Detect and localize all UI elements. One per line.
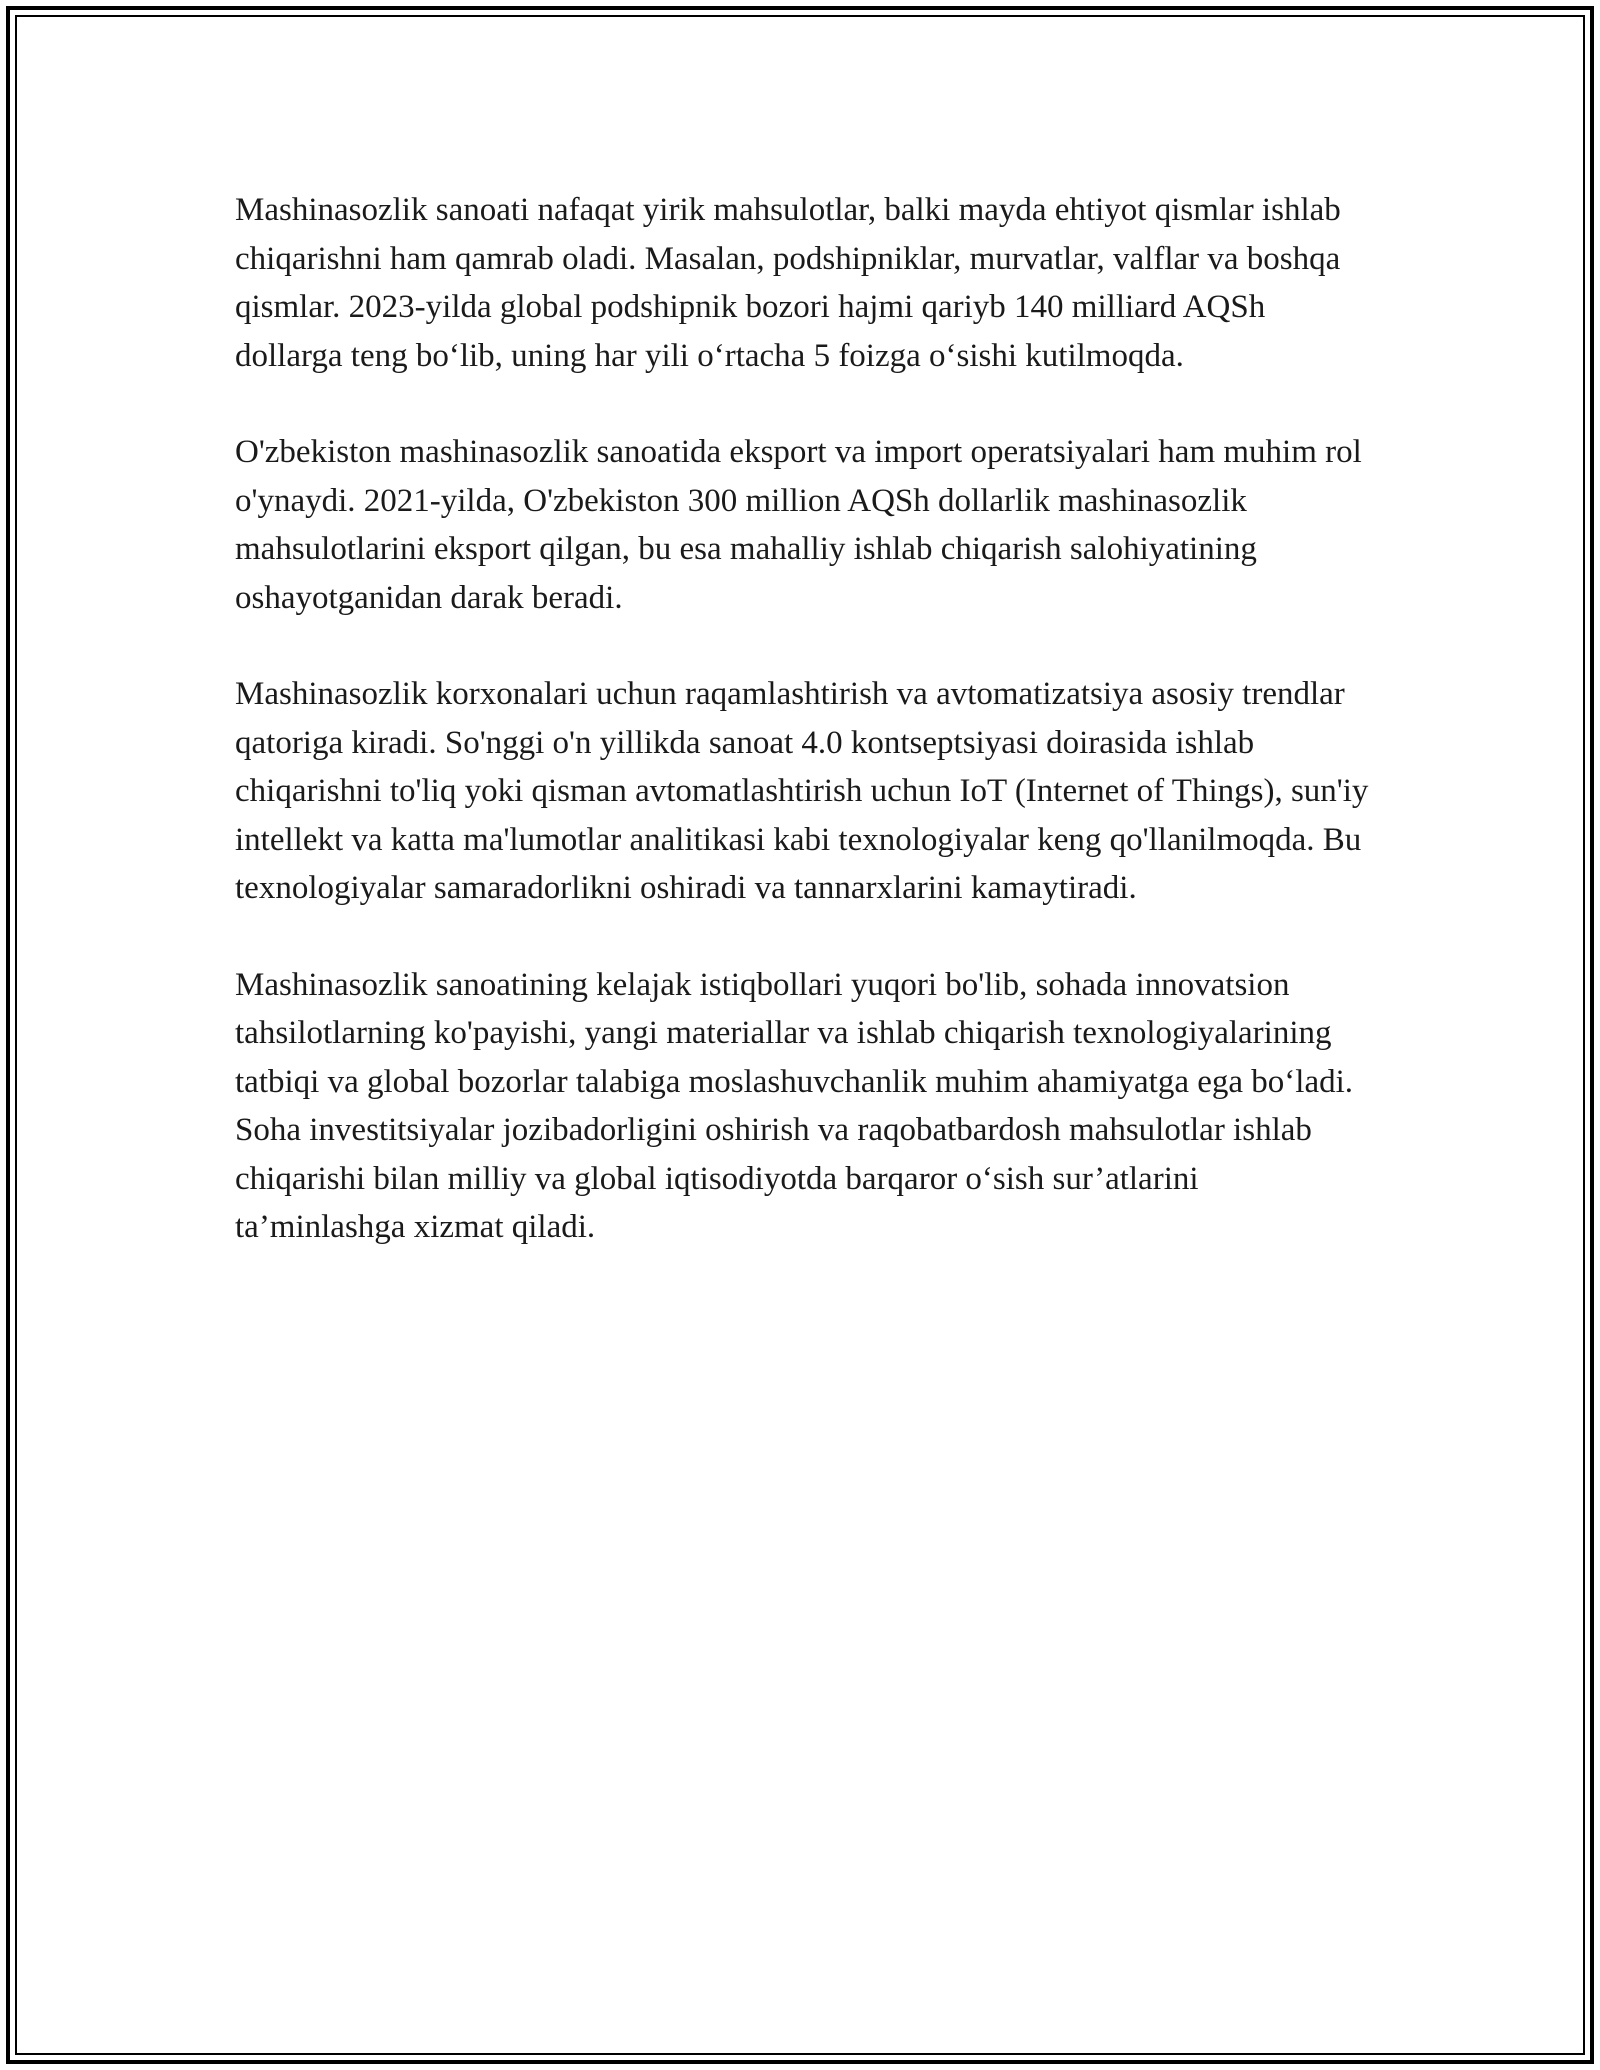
document-body <box>235 186 1375 1300</box>
paragraph-2: O'zbekiston mashinasozlik sanoatida eksport va import operatsiyalari ham muhim rol o'ynaydi. 2021-yilda, O'zbekiston 300 million AQSh dollarlik mashinasozlik mahsulotlarini eksport qilgan, bu esa mahalliy ishlab chiqarish salohiyatining oshayotganidan darak beradi. <box>235 434 1362 616</box>
paragraph-3: Mashinasozlik korxonalari uchun raqamlashtirish va avtomatizatsiya asosiy trendlar qatoriga kiradi. So'nggi o'n yillikda sanoat 4.0 kontseptsiyasi doirasida ishlab chiqarishni to'liq yoki qisman avtomatlashtirish uchun IoT (Internet of Things), sun'iy intellekt va katta ma'lumotlar analitikasi kabi texnologiyalar keng qo'llanilmoqda. Bu texnologiyalar samaradorlikni oshiradi va tannarxlarini kamaytiradi. <box>235 676 1369 906</box>
paragraph-1: Mashinasozlik sanoati nafaqat yirik mahsulotlar, balki mayda ehtiyot qismlar ishlab chiqarishni ham qamrab oladi. Masalan, podshipniklar, murvatlar, valflar va boshqa qismlar. 2023-yilda global podshipnik bozori hajmi qariyb 140 milliard AQSh dollarga teng bo‘lib, uning har yili o‘rtacha 5 foizga o‘sishi kutilmoqda. <box>235 192 1341 374</box>
paragraph-4: Mashinasozlik sanoatining kelajak istiqbollari yuqori bo'lib, sohada innovatsion tahsilotlarning ko'payishi, yangi materiallar va ishlab chiqarish texnologiyalarining tatbiqi va global bozorlar talabiga moslashuvchanlik muhim ahamiyatga ega bo‘ladi. Soha investitsiyalar jozibadorligini oshirish va raqobatbardosh mahsulotlar ishlab chiqarishi bilan milliy va global iqtisodiyotda barqaror o‘sish sur’atlarini ta’minlashga xizmat qiladi. <box>235 966 1354 1245</box>
